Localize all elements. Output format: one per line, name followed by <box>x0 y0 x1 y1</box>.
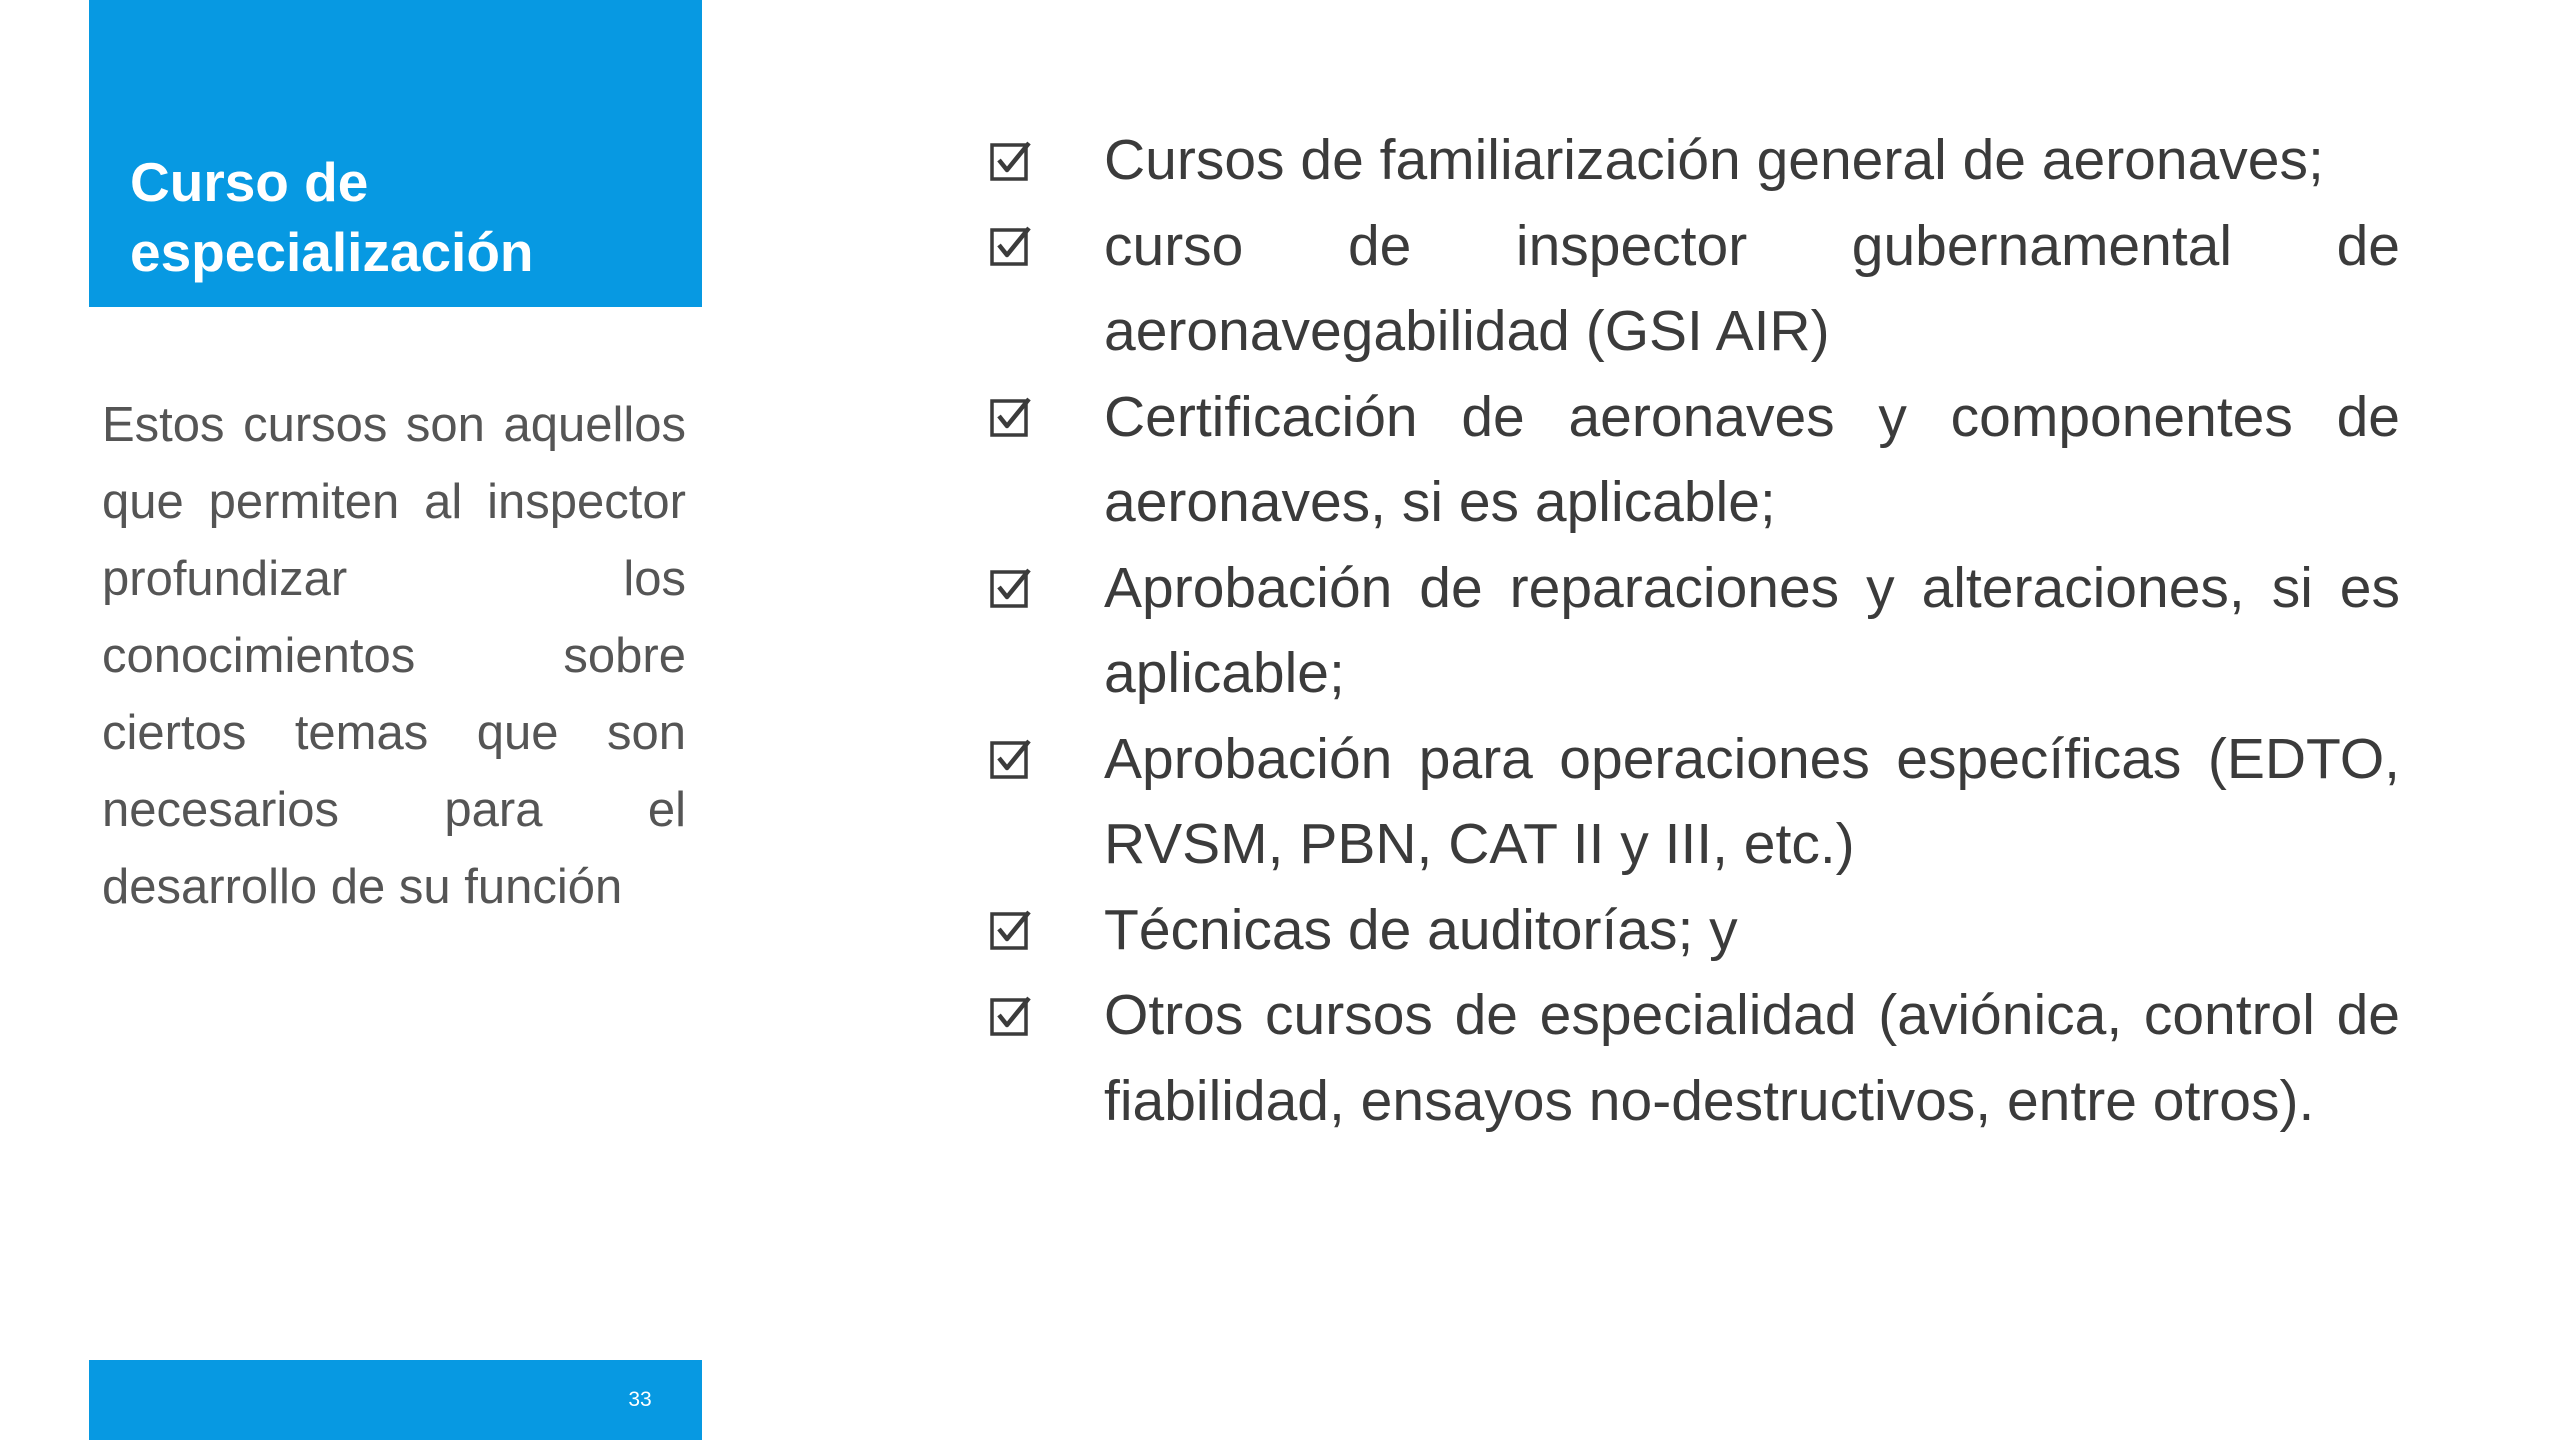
checked-box-icon <box>990 204 1038 289</box>
checked-box-icon <box>990 973 1038 1058</box>
checklist-item-text: Otros cursos de especialidad (aviónica, control de fiabilidad, ensayos no-destructivos, entre otros). <box>1104 983 2400 1133</box>
page-number: 33 <box>628 1388 652 1411</box>
checklist-item-text: Aprobación para operaciones específicas (EDTO, RVSM, PBN, CAT II y III, etc.) <box>1104 726 2400 876</box>
checked-box-icon <box>990 888 1038 973</box>
checked-box-icon <box>990 546 1038 631</box>
footer-bar <box>89 1360 702 1440</box>
intro-paragraph: Estos cursos son aquellos que permiten al inspector profundizar los conocimientos sobre ciertos temas que son necesarios para el desarrollo de su función <box>102 398 686 914</box>
checklist-item-text: Técnicas de auditorías; y <box>1104 897 1738 962</box>
checklist-item-text: Cursos de familiarización general de aeronaves; <box>1104 128 2324 192</box>
checklist-item <box>990 375 2400 546</box>
checklist-item <box>990 546 2400 717</box>
checklist-item-text: Aprobación de reparaciones y alteraciones, si es aplicable; <box>1104 555 2400 705</box>
checklist-item-text: curso de inspector gubernamental de aeronavegabilidad (GSI AIR) <box>1104 213 2400 363</box>
checked-box-icon <box>990 717 1038 802</box>
checklist-item <box>990 973 2400 1144</box>
checklist-item <box>990 717 2400 888</box>
checked-box-icon <box>990 375 1038 460</box>
title-banner <box>89 0 702 307</box>
checklist-item <box>990 204 2400 375</box>
checklist-item <box>990 118 2400 204</box>
checklist <box>990 118 2400 1144</box>
checklist-item-text: Certificación de aeronaves y componentes de aeronaves, si es aplicable; <box>1104 384 2400 534</box>
slide-title: Curso de especialización <box>130 151 534 283</box>
checklist-item <box>990 888 2400 974</box>
checked-box-icon <box>990 118 1038 203</box>
